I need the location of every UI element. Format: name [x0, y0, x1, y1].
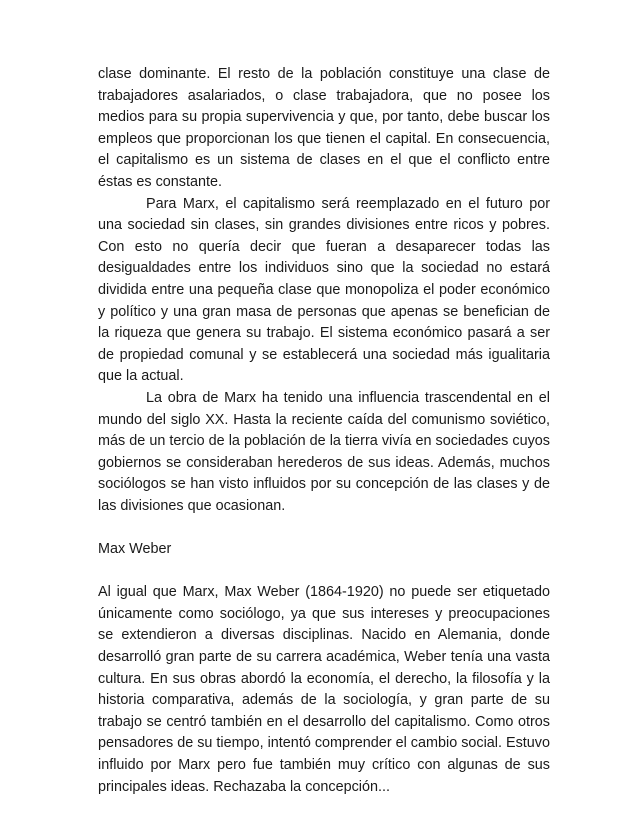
paragraph-weber-intro: Al igual que Marx, Max Weber (1864-1920) no puede ser etiquetado únicamente como sociólogo, ya que sus intereses y preocupaciones se extendieron a diversas disciplinas. Nacido en Alemania, donde desarrolló gran parte de su carrera académica, Weber tenía una vasta cultura. En sus obras abordó la economía, el derecho, la filosofía y la historia comparativa, además de la sociología, y gran parte de su trabajo se centró también en el desarrollo del capitalismo. Como otros pensadores de su tiempo, intentó comprender el cambio social. Estuvo influido por Marx pero fue también muy crítico con algunas de sus principales ideas. Rechazaba la concepción...: [98, 584, 550, 795]
paragraph-marx-influence: La obra de Marx ha tenido una influencia trascendental en el mundo del siglo XX. Hasta la reciente caída del comunismo soviético, más de un tercio de la población de la tierra vivía en sociedades cuyos gobiernos se consideraban herederos de sus ideas. Además, muchos sociólogos se han visto influidos por su concepción de las clases y de las divisiones que ocasionan.: [98, 389, 550, 514]
document-page: [98, 64, 550, 798]
paragraph-class-system: clase dominante. El resto de la población constituye una clase de trabajadores asalariados, o clase trabajadora, que no posee los medios para su propia supervivencia y que, por tanto, debe buscar los empleos que proporcionan los que tienen el capital. En consecuencia, el capitalismo es un sistema de clases en el que el conflicto entre éstas es constante.: [98, 66, 550, 190]
section-heading-max-weber: Max Weber: [98, 541, 172, 558]
paragraph-classless-society: Para Marx, el capitalismo será reemplazado en el futuro por una sociedad sin clases, sin grandes divisiones entre ricos y pobres. Con esto no quería decir que fueran a desaparecer todas las desigualdades entre los individuos sino que la sociedad no estará dividida entre una pequeña clase que monopoliza el poder económico y político y una gran masa de personas que apenas se benefician de la riqueza que genera su trabajo. El sistema económico pasará a ser de propiedad comunal y se establecerá una sociedad más igualitaria que la actual.: [98, 195, 550, 385]
